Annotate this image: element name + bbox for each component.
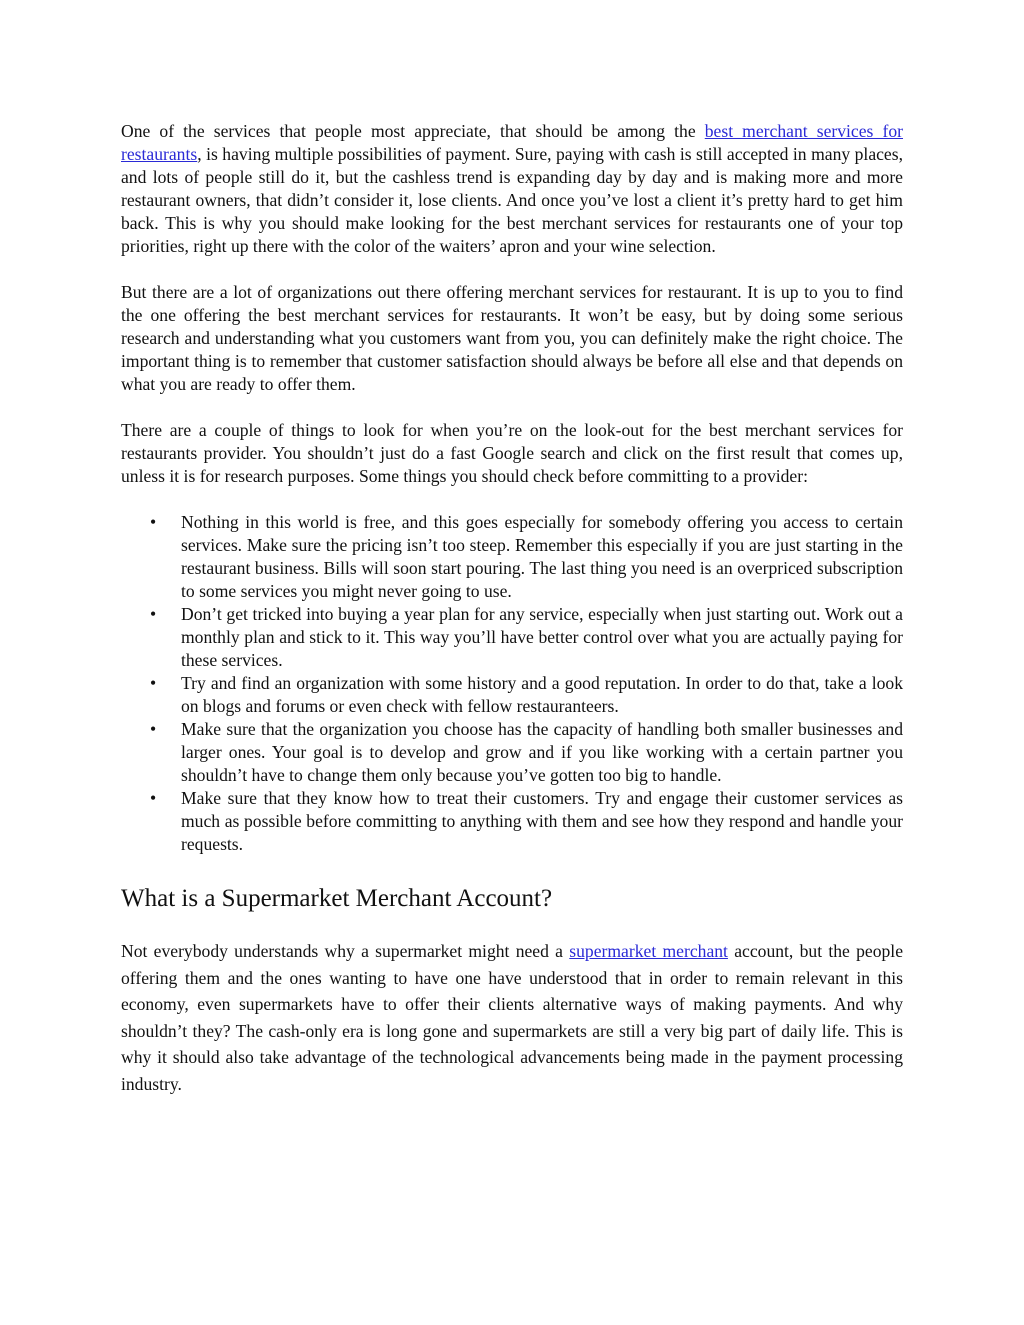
bullet-icon: • — [150, 788, 157, 808]
things-to-look-for-paragraph: There are a couple of things to look for when you’re on the look-out for the best merchant services for restaurants provider. You shouldn’t just do a fast Google search and click on the first result that comes up, unless it is for research purposes. Some things you should check before committing to a provider: — [121, 420, 903, 486]
list-item-text: Make sure that they know how to treat their customers. Try and engage their customer services as much as possible before committing to anything with them and see how they respond and handle your requests. — [181, 788, 903, 854]
bullet-icon: • — [150, 719, 157, 739]
list-item — [121, 672, 903, 718]
section-heading: What is a Supermarket Merchant Account? — [121, 885, 553, 912]
list-item-text: Nothing in this world is free, and this goes especially for somebody offering you access to certain services. Make sure the pricing isn’t too steep. Remember this especially if you are just starting in the restaurant business. Bills will soon start pouring. The last thing you need is an overpriced subscription to some services you might never going to use. — [181, 512, 903, 601]
list-item-text: Don’t get tricked into buying a year plan for any service, especially when just starting out. Work out a monthly plan and stick to it. This way you’ll have better control over what you are actually paying for these services. — [181, 604, 903, 670]
intro-text-after-link: , is having multiple possibilities of payment. Sure, paying with cash is still accepted in many places, and lots of people still do it, but the cashless trend is expanding day by day and is making more and more restaurant owners, that didn’t consider it, lose clients. And once you’ve lost a client it’s pretty hard to get him back. This is why you should make looking for the best merchant services for restaurants one of your top priorities, right up there with the color of the waiters’ apron and your wine selection. — [121, 144, 903, 256]
list-item — [121, 718, 903, 787]
best-merchant-services-link[interactable]: best merchant services for restaurants — [121, 121, 903, 164]
bullet-icon: • — [150, 604, 157, 624]
list-item-text: Make sure that the organization you choose has the capacity of handling both smaller businesses and larger ones. Your goal is to develop and grow and if you like working with a certain partner you shouldn’t have to change them only because you’ve gotten too big to handle. — [181, 719, 903, 785]
provider-checklist — [121, 511, 903, 856]
organizations-paragraph: But there are a lot of organizations out there offering merchant services for restaurant. It is up to you to find the one offering the best merchant services for restaurants. It won’t be easy, but by doing some serious research and understanding what you customers want from you, you can definitely make the right choice. The important thing is to remember that customer satisfaction should always be before all else and that depends on what you are ready to offer them. — [121, 282, 903, 394]
supermarket-paragraph — [121, 938, 903, 1097]
intro-paragraph — [121, 120, 903, 258]
supermarket-text-before-link: Not everybody understands why a supermarket might need a — [121, 941, 570, 961]
list-item — [121, 603, 903, 672]
list-item — [121, 787, 903, 856]
document-page — [121, 120, 903, 1120]
bullet-icon: • — [150, 673, 157, 693]
list-item-text: Try and find an organization with some history and a good reputation. In order to do that, take a look on blogs and forums or even check with fellow restauranteers. — [181, 673, 903, 716]
list-item — [121, 511, 903, 603]
bullet-icon: • — [150, 512, 157, 532]
intro-text-before-link: One of the services that people most appreciate, that should be among the — [121, 121, 705, 141]
supermarket-text-after-link: account, but the people offering them and the ones wanting to have one have understood that in order to remain relevant in this economy, even supermarkets have to offer their clients alternative ways of making payments. And why shouldn’t they? The cash-only era is long gone and supermarkets are still a very big part of daily life. This is why it should also take advantage of the technological advancements being made in the payment processing industry. — [121, 941, 904, 1094]
supermarket-merchant-link[interactable]: supermarket merchant — [569, 941, 728, 961]
